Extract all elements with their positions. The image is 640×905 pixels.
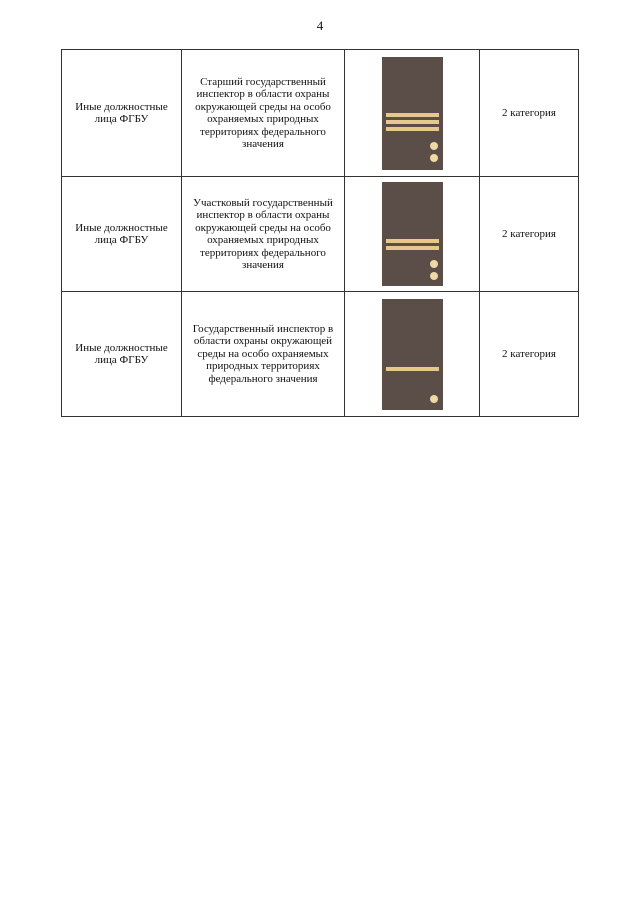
star-icon bbox=[430, 272, 438, 280]
stripe bbox=[386, 239, 439, 243]
page-number: 4 bbox=[316, 18, 324, 33]
star-icon bbox=[430, 154, 438, 162]
category-cell: 2 категория bbox=[480, 177, 579, 292]
position-cell: Государственный инспектор в области охраны окружающей среды на особо охраняемых природных территориях федерального значения bbox=[182, 292, 345, 417]
stripe bbox=[386, 127, 439, 131]
shoulder-board bbox=[382, 182, 443, 286]
group-cell: Иные должностные лица ФГБУ bbox=[62, 292, 182, 417]
category-cell: 2 категория bbox=[480, 50, 579, 177]
insignia-table bbox=[61, 49, 579, 417]
stripe bbox=[386, 120, 439, 124]
insignia-cell bbox=[345, 50, 480, 177]
star-icon bbox=[430, 142, 438, 150]
insignia-cell bbox=[345, 292, 480, 417]
stripe bbox=[386, 367, 439, 371]
table-row bbox=[62, 50, 579, 177]
table-row bbox=[62, 177, 579, 292]
stripe bbox=[386, 246, 439, 250]
shoulder-board bbox=[382, 57, 443, 170]
star-icon bbox=[430, 395, 438, 403]
table-row bbox=[62, 292, 579, 417]
category-cell: 2 категория bbox=[480, 292, 579, 417]
stripe bbox=[386, 113, 439, 117]
star-icon bbox=[430, 260, 438, 268]
shoulder-board bbox=[382, 299, 443, 410]
insignia-cell bbox=[345, 177, 480, 292]
group-cell: Иные должностные лица ФГБУ bbox=[62, 50, 182, 177]
group-cell: Иные должностные лица ФГБУ bbox=[62, 177, 182, 292]
position-cell: Старший государственный инспектор в области охраны окружающей среды на особо охраняемых природных территориях федерального значения bbox=[182, 50, 345, 177]
position-cell: Участковый государственный инспектор в области охраны окружающей среды на особо охраняемых природных территориях федерального значения bbox=[182, 177, 345, 292]
